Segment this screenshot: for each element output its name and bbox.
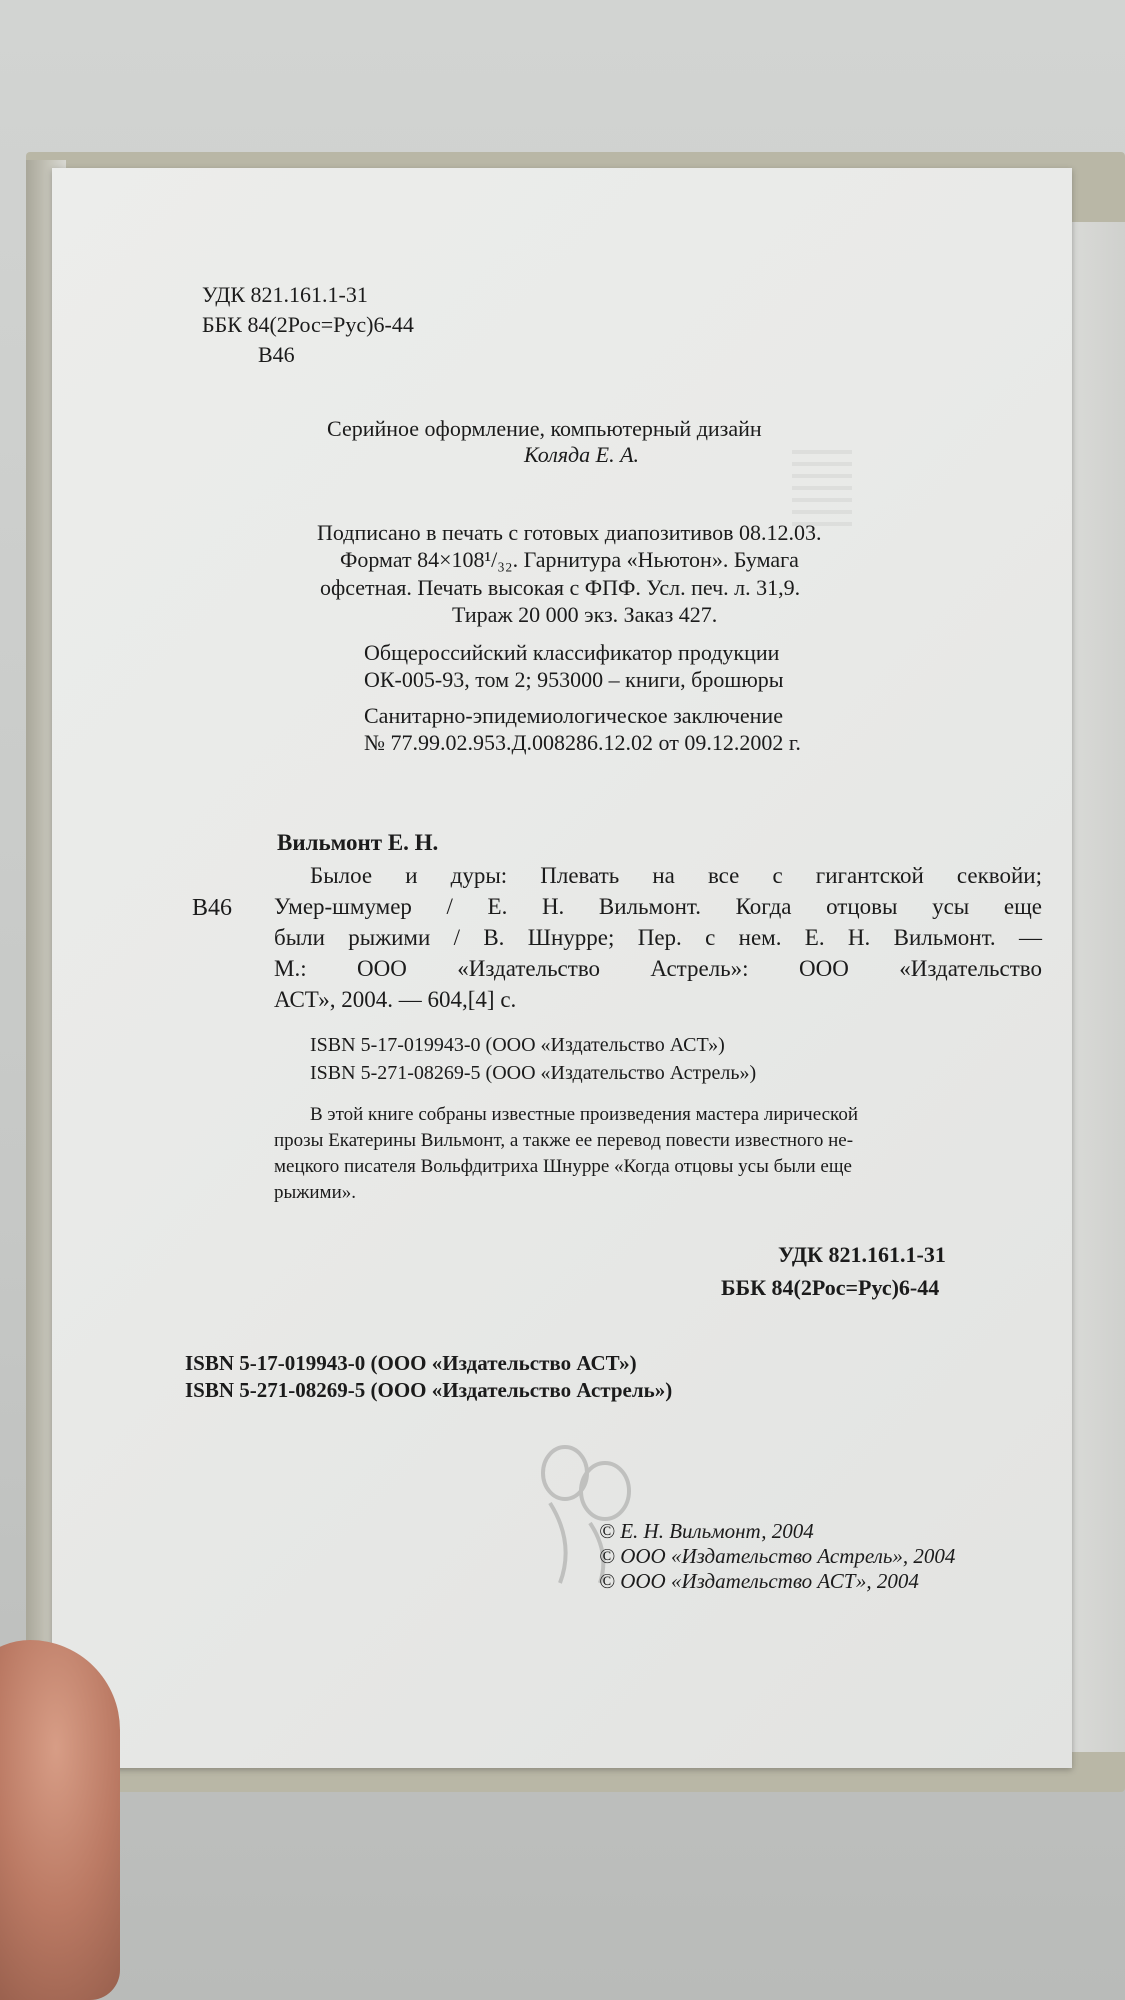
header-udk: УДК 821.161.1-31 (202, 282, 368, 307)
print-info-line-2: Формат 84×108¹/₃₂. Гарнитура «Ньютон». Бумага (340, 547, 799, 572)
copyright-page (52, 168, 1072, 1768)
annotation-line-4: рыжими». (274, 1182, 357, 1203)
catalog-isbn-1: ISBN 5-17-019943-0 (ООО «Издательство АСТ») (310, 1034, 725, 1056)
catalog-isbn-2: ISBN 5-271-08269-5 (ООО «Издательство Астрель») (310, 1062, 757, 1084)
catalog-line-4: М.: ООО «Издательство Астрель»: ООО «Издательство (274, 956, 1042, 981)
header-code: В46 (258, 342, 295, 367)
catalog-line-3: были рыжими / В. Шнурре; Пер. с нем. Е. Н. Вильмонт. — (274, 925, 1042, 950)
copyright-line-2: © ООО «Издательство Астрель», 2004 (599, 1544, 956, 1568)
print-info-line-3: офсетная. Печать высокая с ФПФ. Усл. печ. л. 31,9. (320, 575, 801, 600)
holding-thumb (0, 1640, 120, 2000)
catalog-line-5: АСТ», 2004. — 604,[4] с. (274, 987, 517, 1012)
sanitary-line-2: № 77.99.02.953.Д.008286.12.02 от 09.12.2002 г. (364, 730, 801, 755)
catalog-author: Вильмонт Е. Н. (277, 830, 439, 855)
design-line-1: Серийное оформление, компьютерный дизайн (327, 416, 762, 441)
design-line-2: Коляда Е. А. (524, 442, 640, 467)
header-bbk: ББК 84(2Рос=Рус)6-44 (202, 312, 414, 337)
copyright-line-1: © Е. Н. Вильмонт, 2004 (599, 1519, 814, 1543)
classifier-line-1: Общероссийский классификатор продукции (364, 640, 780, 665)
catalog-line-2: Умер-шмумер / Е. Н. Вильмонт. Когда отцовы усы еще (274, 894, 1042, 919)
catalog-bbk: ББК 84(2Рос=Рус)6-44 (721, 1275, 940, 1300)
annotation-line-1: В этой книге собраны известные произведения мастера лирической (310, 1104, 858, 1125)
sanitary-line-1: Санитарно-эпидемиологическое заключение (364, 703, 783, 728)
show-through-ghost (792, 446, 852, 526)
print-info-line-1: Подписано в печать с готовых диапозитивов 08.12.03. (317, 520, 822, 545)
copyright-line-3: © ООО «Издательство АСТ», 2004 (599, 1569, 919, 1593)
annotation-line-2: прозы Екатерины Вильмонт, а также ее перевод повести известного не- (274, 1130, 854, 1151)
footer-isbn-1: ISBN 5-17-019943-0 (ООО «Издательство АСТ») (185, 1351, 637, 1375)
catalog-line-1: Былое и дуры: Плевать на все с гигантской секвойи; (310, 863, 1042, 888)
classifier-line-2: ОК-005-93, том 2; 953000 – книги, брошюры (364, 667, 784, 692)
footer-isbn-2: ISBN 5-271-08269-5 (ООО «Издательство Астрель») (185, 1378, 673, 1402)
annotation-line-3: мецкого писателя Вольфдитриха Шнурре «Когда отцовы усы были еще (274, 1156, 852, 1177)
catalog-udk: УДК 821.161.1-31 (778, 1242, 946, 1267)
print-info-line-4: Тираж 20 000 экз. Заказ 427. (452, 602, 718, 627)
catalog-code: В46 (192, 895, 233, 921)
